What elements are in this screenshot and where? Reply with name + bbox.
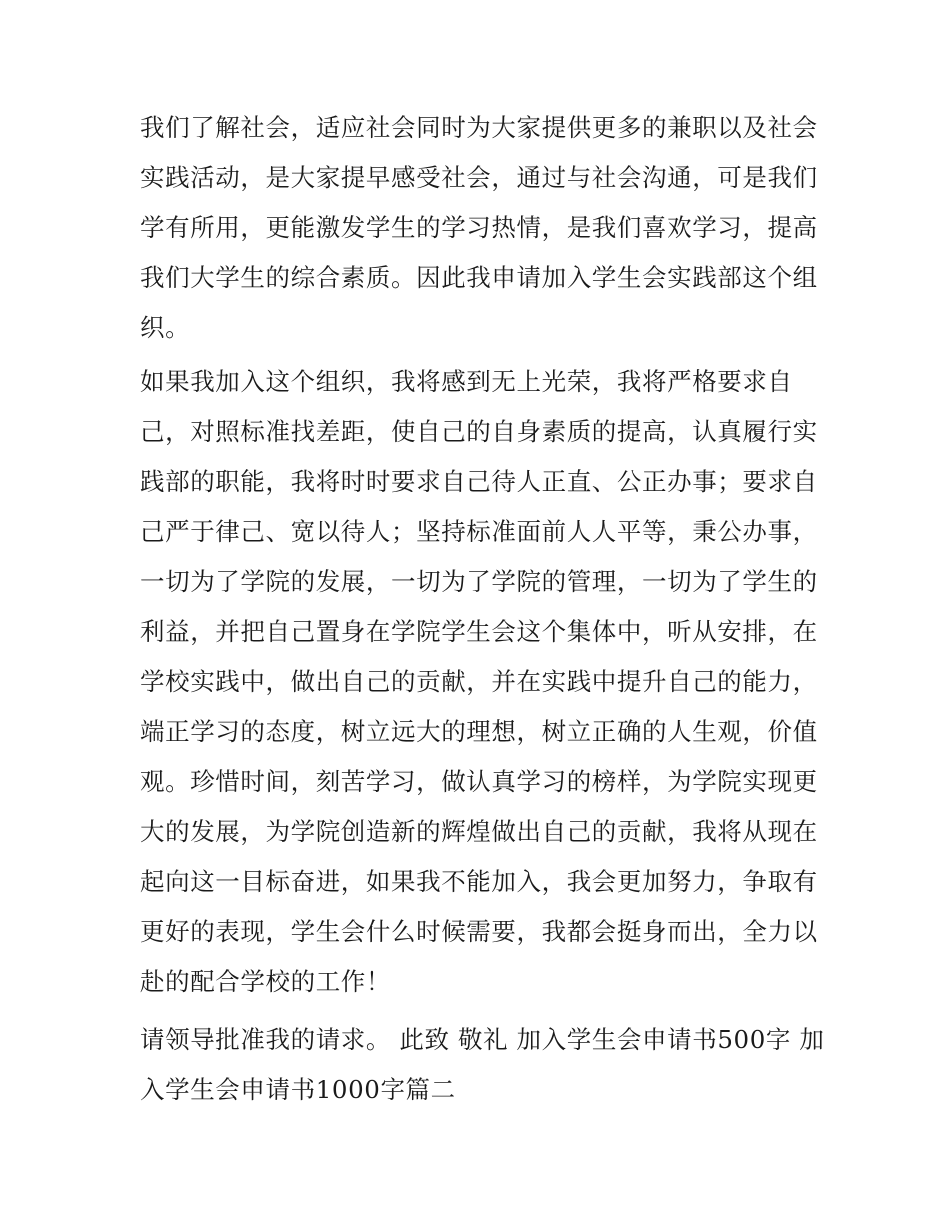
paragraph-2-line-11: 起向这一目标奋进，如果我不能加入，我会更加努力，争取有 bbox=[140, 867, 818, 896]
paragraph-2-line-6: 利益，并把自己置身在学院学生会这个集体中，听从安排，在 bbox=[140, 617, 818, 646]
paragraph-2-line-5: 一切为了学院的发展，一切为了学院的管理，一切为了学生的 bbox=[140, 567, 818, 596]
paragraph-1-line-2: 实践活动，是大家提早感受社会，通过与社会沟通，可是我们 bbox=[140, 163, 818, 192]
paragraph-2-line-1: 如果我加入这个组织，我将感到无上光荣，我将严格要求自 bbox=[140, 367, 793, 396]
paragraph-2-line-12: 更好的表现，学生会什么时候需要，我都会挺身而出，全力以 bbox=[140, 917, 818, 946]
paragraph-2-line-10: 大的发展，为学院创造新的辉煌做出自己的贡献，我将从现在 bbox=[140, 817, 818, 846]
paragraph-1-line-5: 织。 bbox=[140, 313, 191, 342]
paragraph-2-line-13: 赴的配合学校的工作！ bbox=[140, 967, 391, 996]
paragraph-3-line-2: 入学生会申请书1000字篇二 bbox=[140, 1075, 456, 1104]
paragraph-1-line-1: 我们了解社会，适应社会同时为大家提供更多的兼职以及社会 bbox=[140, 113, 818, 142]
paragraph-2-line-3: 践部的职能，我将时时要求自己待人正直、公正办事；要求自 bbox=[140, 467, 818, 496]
paragraph-2-line-4: 己严于律己、宽以待人；坚持标准面前人人平等，秉公办事， bbox=[140, 517, 818, 546]
paragraph-2-line-2: 己，对照标准找差距，使自己的自身素质的提高，认真履行实 bbox=[140, 417, 818, 446]
paragraph-2-line-9: 观。珍惜时间，刻苦学习，做认真学习的榜样，为学院实现更 bbox=[140, 767, 818, 796]
paragraph-2-line-7: 学校实践中，做出自己的贡献，并在实践中提升自己的能力， bbox=[140, 667, 818, 696]
paragraph-1-line-4: 我们大学生的综合素质。因此我申请加入学生会实践部这个组 bbox=[140, 263, 818, 292]
paragraph-2-line-8: 端正学习的态度，树立远大的理想，树立正确的人生观，价值 bbox=[140, 717, 818, 746]
paragraph-3-line-1: 请领导批准我的请求。 此致 敬礼 加入学生会申请书500字 加 bbox=[140, 1025, 825, 1054]
paragraph-1-line-3: 学有所用，更能激发学生的学习热情，是我们喜欢学习，提高 bbox=[140, 213, 818, 242]
